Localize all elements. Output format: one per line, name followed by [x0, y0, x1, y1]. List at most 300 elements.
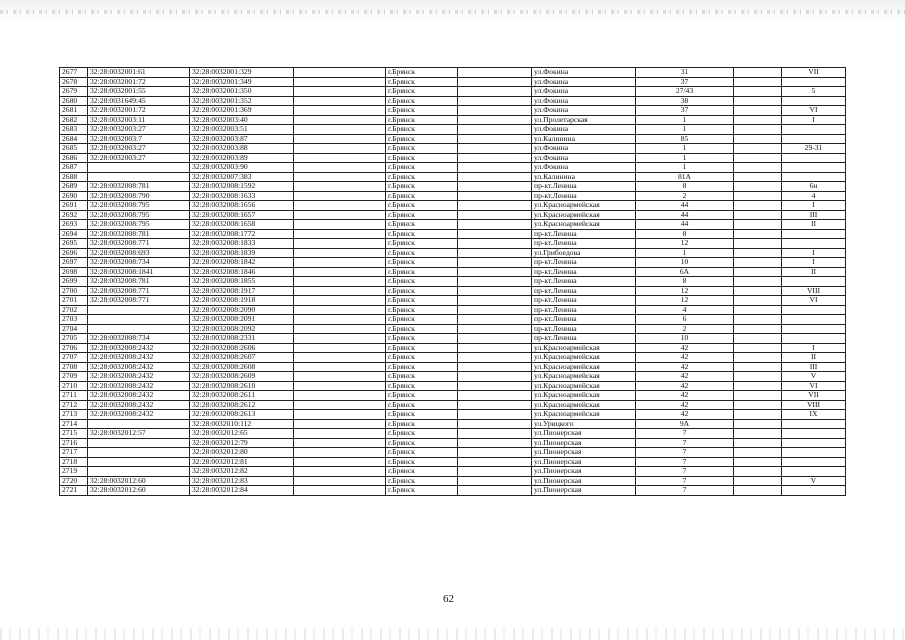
parent-cadastral-number-cell: 32:28:0032008:795	[88, 201, 190, 211]
house-cell: 44	[636, 210, 734, 220]
blank-cell-cell	[294, 210, 386, 220]
blank-cell-cell	[458, 448, 532, 458]
row-number-cell: 2715	[60, 429, 88, 439]
blank-cell-cell	[458, 210, 532, 220]
flat-cell	[782, 334, 846, 344]
blank-cell-cell	[458, 372, 532, 382]
blank-cell-cell	[458, 419, 532, 429]
row-number-cell: 2688	[60, 172, 88, 182]
house-cell: 7	[636, 448, 734, 458]
row-number-cell: 2718	[60, 457, 88, 467]
parent-cadastral-number-cell	[88, 419, 190, 429]
flat-cell	[782, 125, 846, 135]
blank-cell-cell	[734, 210, 782, 220]
house-cell: 1	[636, 153, 734, 163]
parent-cadastral-number-cell: 32:28:0032008:2432	[88, 391, 190, 401]
table-row	[60, 315, 846, 325]
blank-cell-cell	[458, 457, 532, 467]
city-cell: г.Брянск	[386, 68, 458, 78]
table-row	[60, 220, 846, 230]
city-cell: г.Брянск	[386, 258, 458, 268]
parent-cadastral-number-cell	[88, 457, 190, 467]
table-row	[60, 448, 846, 458]
row-number-cell: 2713	[60, 410, 88, 420]
street-cell: ул.Фокина	[532, 106, 636, 116]
blank-cell-cell	[458, 182, 532, 192]
city-cell: г.Брянск	[386, 277, 458, 287]
flat-cell	[782, 163, 846, 173]
blank-cell-cell	[294, 305, 386, 315]
cadastral-number-cell: 32:28:0032008:1917	[190, 286, 294, 296]
blank-cell-cell	[294, 163, 386, 173]
house-cell: 8	[636, 277, 734, 287]
blank-cell-cell	[294, 125, 386, 135]
blank-cell-cell	[294, 248, 386, 258]
city-cell: г.Брянск	[386, 106, 458, 116]
cadastral-number-cell: 32:28:0032012:81	[190, 457, 294, 467]
blank-cell-cell	[458, 191, 532, 201]
blank-cell-cell	[294, 277, 386, 287]
page-number: 62	[443, 593, 454, 605]
street-cell: ул.Пионерская	[532, 429, 636, 439]
row-number-cell: 2682	[60, 115, 88, 125]
parent-cadastral-number-cell: 32:28:0032008:771	[88, 286, 190, 296]
flat-cell	[782, 467, 846, 477]
cadastral-number-cell: 32:28:0032001:352	[190, 96, 294, 106]
blank-cell-cell	[734, 315, 782, 325]
cadastral-number-cell: 32:28:0032008:2091	[190, 315, 294, 325]
parent-cadastral-number-cell: 32:28:0032003:27	[88, 153, 190, 163]
cadastral-number-cell: 32:28:0032008:1855	[190, 277, 294, 287]
blank-cell-cell	[734, 144, 782, 154]
row-number-cell: 2703	[60, 315, 88, 325]
blank-cell-cell	[458, 77, 532, 87]
parent-cadastral-number-cell: 32:28:0032008:734	[88, 334, 190, 344]
street-cell: ул.Фокина	[532, 125, 636, 135]
cadastral-number-cell: 32:28:0032008:1833	[190, 239, 294, 249]
house-cell: 7	[636, 457, 734, 467]
parent-cadastral-number-cell: 32:28:0032003:27	[88, 125, 190, 135]
table-row	[60, 68, 846, 78]
blank-cell-cell	[458, 429, 532, 439]
parent-cadastral-number-cell	[88, 467, 190, 477]
table-row	[60, 248, 846, 258]
table-row	[60, 400, 846, 410]
row-number-cell: 2680	[60, 96, 88, 106]
row-number-cell: 2693	[60, 220, 88, 230]
city-cell: г.Брянск	[386, 381, 458, 391]
blank-cell-cell	[458, 229, 532, 239]
blank-cell-cell	[734, 353, 782, 363]
house-cell: 38	[636, 96, 734, 106]
cadastral-number-cell: 32:28:0032008:2610	[190, 381, 294, 391]
row-number-cell: 2699	[60, 277, 88, 287]
blank-cell-cell	[294, 400, 386, 410]
blank-cell-cell	[734, 77, 782, 87]
blank-cell-cell	[294, 476, 386, 486]
cadastral-number-cell: 32:28:0032008:1656	[190, 201, 294, 211]
city-cell: г.Брянск	[386, 286, 458, 296]
blank-cell-cell	[458, 324, 532, 334]
city-cell: г.Брянск	[386, 144, 458, 154]
street-cell: пр-кт.Ленина	[532, 277, 636, 287]
cadastral-number-cell: 32:28:0032003:90	[190, 163, 294, 173]
blank-cell-cell	[734, 476, 782, 486]
blank-cell-cell	[734, 286, 782, 296]
blank-cell-cell	[458, 286, 532, 296]
blank-cell-cell	[734, 410, 782, 420]
city-cell: г.Брянск	[386, 324, 458, 334]
city-cell: г.Брянск	[386, 353, 458, 363]
house-cell: 1	[636, 163, 734, 173]
blank-cell-cell	[294, 220, 386, 230]
parent-cadastral-number-cell: 32:28:0032001:72	[88, 106, 190, 116]
street-cell: ул.Калинина	[532, 134, 636, 144]
parent-cadastral-number-cell: 32:28:0032012:57	[88, 429, 190, 439]
cadastral-number-cell: 32:28:0032008:1633	[190, 191, 294, 201]
flat-cell	[782, 239, 846, 249]
city-cell: г.Брянск	[386, 400, 458, 410]
city-cell: г.Брянск	[386, 467, 458, 477]
cadastral-number-cell: 32:28:0032012:80	[190, 448, 294, 458]
table-row	[60, 467, 846, 477]
parent-cadastral-number-cell: 32:28:0032003:27	[88, 144, 190, 154]
row-number-cell: 2714	[60, 419, 88, 429]
flat-cell: VI	[782, 106, 846, 116]
street-cell: ул.Пионерская	[532, 486, 636, 496]
house-cell: 12	[636, 286, 734, 296]
city-cell: г.Брянск	[386, 87, 458, 97]
street-cell: ул.Фокина	[532, 87, 636, 97]
cadastral-number-cell: 32:28:0032008:1772	[190, 229, 294, 239]
parent-cadastral-number-cell: 32:28:0032003:7	[88, 134, 190, 144]
row-number-cell: 2698	[60, 267, 88, 277]
blank-cell-cell	[458, 353, 532, 363]
blank-cell-cell	[294, 410, 386, 420]
blank-cell-cell	[734, 372, 782, 382]
street-cell: ул.Фокина	[532, 68, 636, 78]
blank-cell-cell	[294, 286, 386, 296]
blank-cell-cell	[294, 96, 386, 106]
table-row	[60, 210, 846, 220]
blank-cell-cell	[734, 457, 782, 467]
table-row	[60, 153, 846, 163]
city-cell: г.Брянск	[386, 229, 458, 239]
blank-cell-cell	[458, 144, 532, 154]
cadastral-number-cell: 32:28:0032003:40	[190, 115, 294, 125]
flat-cell	[782, 305, 846, 315]
parent-cadastral-number-cell: 32:28:0032008:2432	[88, 372, 190, 382]
parent-cadastral-number-cell: 32:28:0032001:55	[88, 87, 190, 97]
street-cell: ул.Грибоедова	[532, 248, 636, 258]
parent-cadastral-number-cell: 32:28:0032008:795	[88, 210, 190, 220]
parent-cadastral-number-cell	[88, 438, 190, 448]
blank-cell-cell	[458, 248, 532, 258]
blank-cell-cell	[458, 220, 532, 230]
parent-cadastral-number-cell: 32:28:0032008:790	[88, 191, 190, 201]
cadastral-number-cell: 32:28:0032012:79	[190, 438, 294, 448]
house-cell: 1	[636, 248, 734, 258]
parent-cadastral-number-cell: 32:28:0032012:60	[88, 486, 190, 496]
scan-artifact-bottom	[0, 628, 905, 640]
house-cell: 2	[636, 191, 734, 201]
blank-cell-cell	[458, 163, 532, 173]
cadastral-number-cell: 32:28:0032008:2607	[190, 353, 294, 363]
city-cell: г.Брянск	[386, 486, 458, 496]
table-row	[60, 334, 846, 344]
flat-cell: I	[782, 201, 846, 211]
parent-cadastral-number-cell	[88, 324, 190, 334]
blank-cell-cell	[734, 172, 782, 182]
parent-cadastral-number-cell: 32:28:0032012:60	[88, 476, 190, 486]
city-cell: г.Брянск	[386, 220, 458, 230]
flat-cell	[782, 153, 846, 163]
city-cell: г.Брянск	[386, 296, 458, 306]
flat-cell	[782, 96, 846, 106]
blank-cell-cell	[458, 239, 532, 249]
blank-cell-cell	[294, 362, 386, 372]
parent-cadastral-number-cell: 32:28:0032008:734	[88, 258, 190, 268]
street-cell: ул.Пролетарская	[532, 115, 636, 125]
parent-cadastral-number-cell: 32:28:0032008:2432	[88, 362, 190, 372]
blank-cell-cell	[294, 182, 386, 192]
table-row	[60, 429, 846, 439]
row-number-cell: 2683	[60, 125, 88, 135]
blank-cell-cell	[734, 201, 782, 211]
blank-cell-cell	[734, 391, 782, 401]
row-number-cell: 2705	[60, 334, 88, 344]
blank-cell-cell	[458, 391, 532, 401]
cadastral-number-cell: 32:28:0032003:51	[190, 125, 294, 135]
flat-cell: II	[782, 353, 846, 363]
blank-cell-cell	[294, 324, 386, 334]
street-cell: пр-кт.Ленина	[532, 239, 636, 249]
city-cell: г.Брянск	[386, 476, 458, 486]
flat-cell: 29-31	[782, 144, 846, 154]
flat-cell: III	[782, 362, 846, 372]
table-row	[60, 457, 846, 467]
cadastral-number-cell: 32:28:0032001:369	[190, 106, 294, 116]
blank-cell-cell	[294, 258, 386, 268]
row-number-cell: 2704	[60, 324, 88, 334]
city-cell: г.Брянск	[386, 191, 458, 201]
city-cell: г.Брянск	[386, 362, 458, 372]
blank-cell-cell	[294, 353, 386, 363]
blank-cell-cell	[734, 220, 782, 230]
flat-cell	[782, 486, 846, 496]
table-row	[60, 182, 846, 192]
blank-cell-cell	[294, 87, 386, 97]
street-cell: ул.Красноармейская	[532, 353, 636, 363]
blank-cell-cell	[734, 277, 782, 287]
cadastral-number-cell: 32:28:0032008:1918	[190, 296, 294, 306]
flat-cell	[782, 277, 846, 287]
city-cell: г.Брянск	[386, 391, 458, 401]
street-cell: пр-кт.Ленина	[532, 315, 636, 325]
city-cell: г.Брянск	[386, 153, 458, 163]
row-number-cell: 2716	[60, 438, 88, 448]
row-number-cell: 2719	[60, 467, 88, 477]
flat-cell	[782, 448, 846, 458]
blank-cell-cell	[734, 362, 782, 372]
blank-cell-cell	[294, 296, 386, 306]
blank-cell-cell	[458, 106, 532, 116]
city-cell: г.Брянск	[386, 134, 458, 144]
blank-cell-cell	[734, 343, 782, 353]
blank-cell-cell	[734, 115, 782, 125]
row-number-cell: 2706	[60, 343, 88, 353]
cadastral-number-cell: 32:28:0032007:383	[190, 172, 294, 182]
table-row	[60, 362, 846, 372]
cadastral-number-cell: 32:28:0032012:83	[190, 476, 294, 486]
blank-cell-cell	[294, 448, 386, 458]
blank-cell-cell	[734, 106, 782, 116]
city-cell: г.Брянск	[386, 429, 458, 439]
table-row	[60, 286, 846, 296]
blank-cell-cell	[734, 248, 782, 258]
house-cell: 1	[636, 115, 734, 125]
house-cell: 8	[636, 182, 734, 192]
cadastral-number-cell: 32:28:0032008:1592	[190, 182, 294, 192]
table-row	[60, 106, 846, 116]
house-cell: 8	[636, 229, 734, 239]
parent-cadastral-number-cell: 32:28:0032008:771	[88, 239, 190, 249]
registry-table	[59, 67, 846, 496]
house-cell: 37	[636, 77, 734, 87]
blank-cell-cell	[734, 438, 782, 448]
blank-cell-cell	[294, 467, 386, 477]
city-cell: г.Брянск	[386, 96, 458, 106]
cadastral-number-cell: 32:28:0032012:65	[190, 429, 294, 439]
row-number-cell: 2720	[60, 476, 88, 486]
street-cell: пр-кт.Ленина	[532, 334, 636, 344]
street-cell: ул.Красноармейская	[532, 372, 636, 382]
flat-cell	[782, 77, 846, 87]
city-cell: г.Брянск	[386, 125, 458, 135]
flat-cell	[782, 429, 846, 439]
house-cell: 12	[636, 296, 734, 306]
cadastral-number-cell: 32:28:0032008:1658	[190, 220, 294, 230]
parent-cadastral-number-cell	[88, 315, 190, 325]
street-cell: пр-кт.Ленина	[532, 286, 636, 296]
flat-cell: II	[782, 220, 846, 230]
row-number-cell: 2686	[60, 153, 88, 163]
row-number-cell: 2708	[60, 362, 88, 372]
flat-cell	[782, 229, 846, 239]
row-number-cell: 2677	[60, 68, 88, 78]
city-cell: г.Брянск	[386, 201, 458, 211]
house-cell: 42	[636, 381, 734, 391]
cadastral-number-cell: 32:28:0032003:87	[190, 134, 294, 144]
parent-cadastral-number-cell	[88, 448, 190, 458]
street-cell: пр-кт.Ленина	[532, 182, 636, 192]
blank-cell-cell	[294, 315, 386, 325]
flat-cell	[782, 457, 846, 467]
blank-cell-cell	[734, 182, 782, 192]
row-number-cell: 2711	[60, 391, 88, 401]
street-cell: ул.Фокина	[532, 144, 636, 154]
flat-cell: 4	[782, 191, 846, 201]
flat-cell: 5	[782, 87, 846, 97]
parent-cadastral-number-cell: 32:28:0032001:72	[88, 77, 190, 87]
blank-cell-cell	[294, 153, 386, 163]
blank-cell-cell	[458, 258, 532, 268]
blank-cell-cell	[294, 201, 386, 211]
blank-cell-cell	[734, 125, 782, 135]
blank-cell-cell	[734, 68, 782, 78]
city-cell: г.Брянск	[386, 77, 458, 87]
city-cell: г.Брянск	[386, 457, 458, 467]
street-cell: ул.Калинина	[532, 172, 636, 182]
cadastral-number-cell: 32:28:0032012:82	[190, 467, 294, 477]
parent-cadastral-number-cell: 32:28:0031649:45	[88, 96, 190, 106]
flat-cell	[782, 324, 846, 334]
cadastral-number-cell: 32:28:0032012:84	[190, 486, 294, 496]
row-number-cell: 2690	[60, 191, 88, 201]
parent-cadastral-number-cell	[88, 305, 190, 315]
table-row	[60, 239, 846, 249]
blank-cell-cell	[734, 96, 782, 106]
flat-cell: VI	[782, 296, 846, 306]
blank-cell-cell	[458, 343, 532, 353]
blank-cell-cell	[294, 381, 386, 391]
city-cell: г.Брянск	[386, 163, 458, 173]
house-cell: 7	[636, 429, 734, 439]
parent-cadastral-number-cell: 32:28:0032008:795	[88, 220, 190, 230]
house-cell: 2	[636, 324, 734, 334]
cadastral-number-cell: 32:28:0032008:2092	[190, 324, 294, 334]
street-cell: ул.Пионерская	[532, 467, 636, 477]
blank-cell-cell	[294, 334, 386, 344]
parent-cadastral-number-cell: 32:28:0032008:2432	[88, 353, 190, 363]
blank-cell-cell	[734, 429, 782, 439]
cadastral-number-cell: 32:28:0032001:349	[190, 77, 294, 87]
house-cell: 81А	[636, 172, 734, 182]
table-row	[60, 134, 846, 144]
blank-cell-cell	[458, 125, 532, 135]
table-row	[60, 438, 846, 448]
blank-cell-cell	[458, 400, 532, 410]
row-number-cell: 2712	[60, 400, 88, 410]
blank-cell-cell	[294, 239, 386, 249]
cadastral-number-cell: 32:28:0032008:1842	[190, 258, 294, 268]
house-cell: 42	[636, 343, 734, 353]
blank-cell-cell	[458, 96, 532, 106]
table-row	[60, 353, 846, 363]
parent-cadastral-number-cell: 32:28:0032008:2432	[88, 343, 190, 353]
city-cell: г.Брянск	[386, 305, 458, 315]
parent-cadastral-number-cell: 32:28:0032008:693	[88, 248, 190, 258]
parent-cadastral-number-cell	[88, 163, 190, 173]
blank-cell-cell	[734, 163, 782, 173]
blank-cell-cell	[458, 172, 532, 182]
blank-cell-cell	[294, 77, 386, 87]
blank-cell-cell	[294, 134, 386, 144]
flat-cell: I	[782, 115, 846, 125]
row-number-cell: 2691	[60, 201, 88, 211]
blank-cell-cell	[458, 153, 532, 163]
blank-cell-cell	[734, 258, 782, 268]
parent-cadastral-number-cell: 32:28:0032008:2432	[88, 410, 190, 420]
table-row	[60, 476, 846, 486]
house-cell: 7	[636, 438, 734, 448]
blank-cell-cell	[458, 87, 532, 97]
blank-cell-cell	[458, 277, 532, 287]
flat-cell: V	[782, 476, 846, 486]
table-row	[60, 343, 846, 353]
table-row	[60, 324, 846, 334]
cadastral-number-cell: 32:28:0032001:329	[190, 68, 294, 78]
